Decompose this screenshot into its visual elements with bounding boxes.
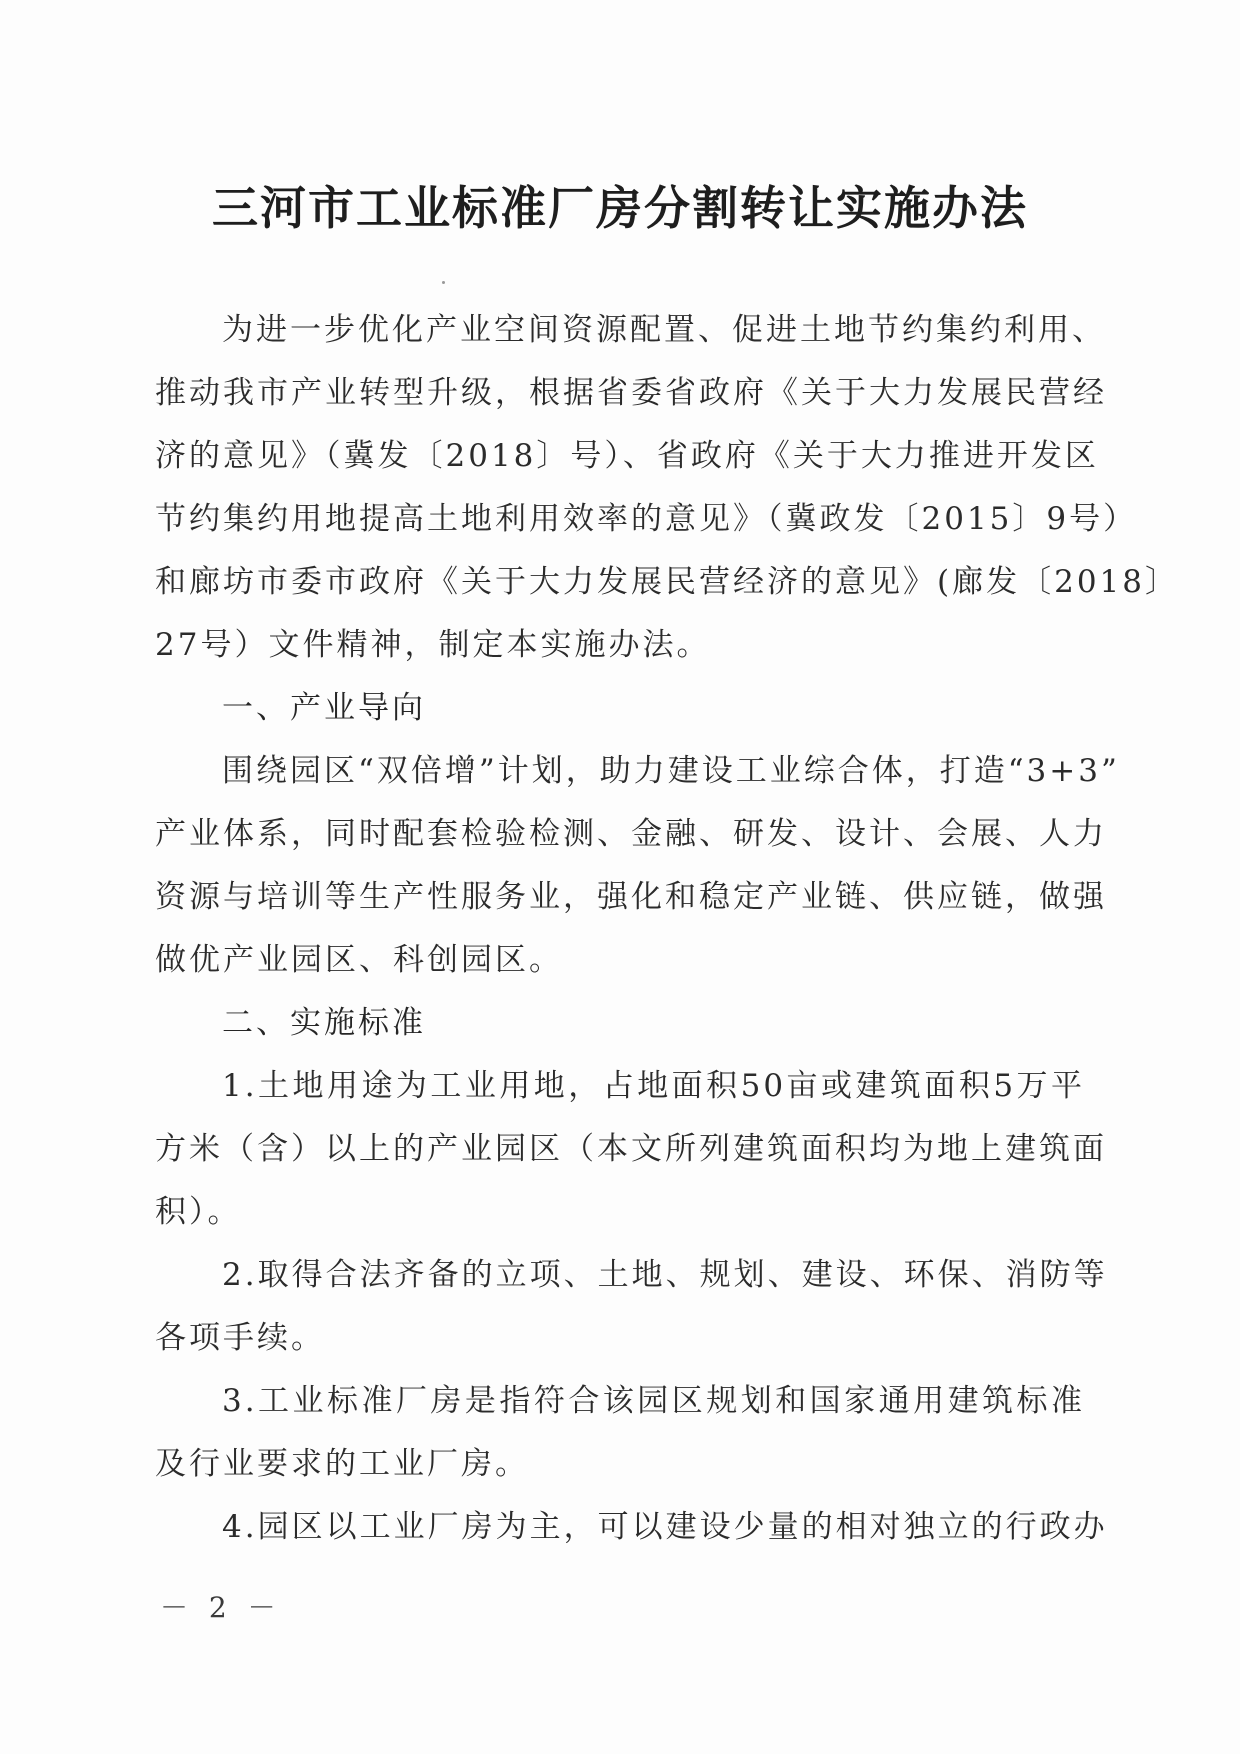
body-line: 做优产业园区、科创园区。: [155, 942, 563, 978]
body-line: 产业体系，同时配套检验检测、金融、研发、设计、会展、人力: [155, 816, 1107, 852]
body-line: 围绕园区“双倍增”计划，助力建设工业综合体，打造“3+3”: [222, 753, 1120, 789]
body-line: 1.土地用途为工业用地，占地面积50亩或建筑面积5万平: [222, 1068, 1085, 1104]
body-line: 2.取得合法齐备的立项、土地、规划、建设、环保、消防等: [222, 1257, 1108, 1293]
body-line: 各项手续。: [155, 1320, 325, 1356]
body-line: 方米（含）以上的产业园区（本文所列建筑面积均为地上建筑面: [155, 1131, 1107, 1167]
scan-speck: [442, 281, 445, 284]
body-line: 济的意见》（冀发〔2018〕号）、省政府《关于大力推进开发区: [155, 438, 1099, 474]
body-line: 资源与培训等生产性服务业，强化和稳定产业链、供应链，做强: [155, 879, 1107, 915]
section-heading: 一、产业导向: [222, 690, 426, 726]
body-line: 4.园区以工业厂房为主，可以建设少量的相对独立的行政办: [222, 1509, 1108, 1545]
body-line: 节约集约用地提高土地利用效率的意见》（冀政发〔2015〕9号）: [155, 501, 1138, 537]
document-title: 三河市工业标准厂房分割转让实施办法: [212, 181, 1028, 235]
page-number: － 2 －: [160, 1591, 282, 1624]
body-line: 27号）文件精神，制定本实施办法。: [155, 627, 711, 663]
body-line: 积）。: [155, 1194, 242, 1230]
body-line: 3.工业标准厂房是指符合该园区规划和国家通用建筑标准: [222, 1383, 1085, 1419]
body-line: 和廊坊市委市政府《关于大力发展民营经济的意见》(廊发〔2018〕: [155, 564, 1179, 600]
body-line: 及行业要求的工业厂房。: [155, 1446, 529, 1482]
body-line: 推动我市产业转型升级，根据省委省政府《关于大力发展民营经: [155, 375, 1107, 411]
section-heading: 二、实施标准: [222, 1005, 426, 1041]
body-line: 为进一步优化产业空间资源配置、促进土地节约集约利用、: [222, 312, 1106, 348]
